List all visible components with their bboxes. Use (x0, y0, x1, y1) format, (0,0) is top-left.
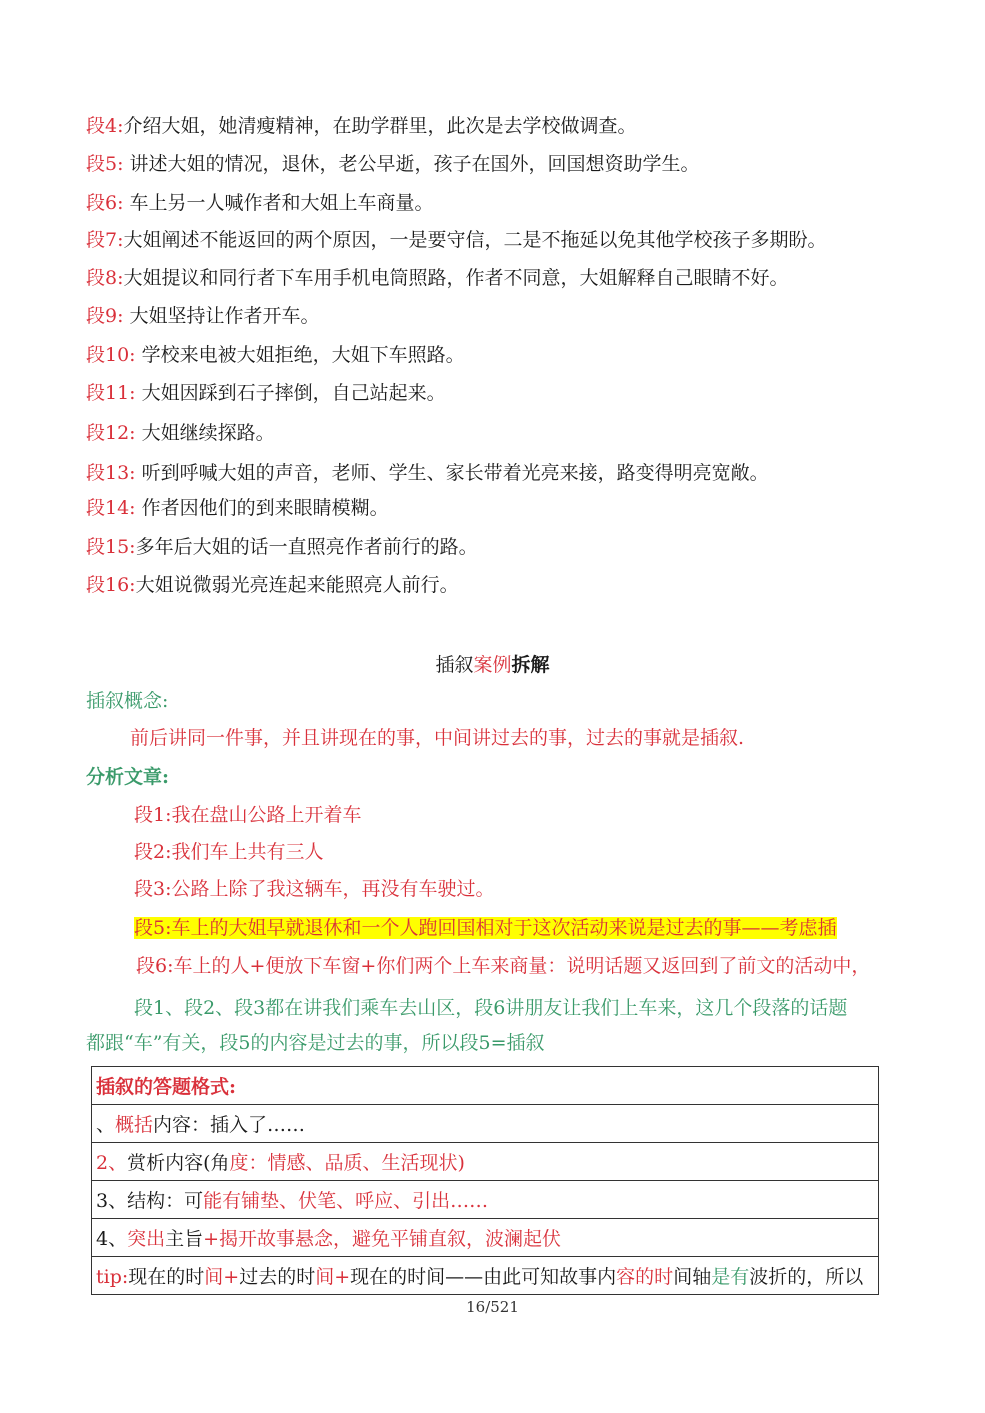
analysis-conclusion: 都跟“车”有关，段5的内容是过去的事，所以段5=插叙 (86, 1032, 545, 1054)
table-row (92, 1067, 879, 1105)
summary-item: 段7:大姐阐述不能返回的两个原因，一是要守信，二是不拖延以免其他学校孩子多期盼。 (86, 229, 827, 251)
table-row (92, 1181, 879, 1219)
table-cell: tip:现在的时间+过去的时间+现在的时间——由此可知故事内容的时间轴是有波折的，所以 (92, 1257, 879, 1295)
summary-item: 段4:介绍大姐，她清瘦精神，在助学群里，此次是去学校做调查。 (86, 115, 637, 137)
concept-heading: 插叙概念: (86, 690, 169, 712)
analysis-item: 段3:公路上除了我这辆车，再没有车驶过。 (134, 878, 495, 900)
page-number: 16/521 (466, 1298, 519, 1316)
table-cell: 4、突出主旨+揭开故事悬念，避免平铺直叙，波澜起伏 (92, 1219, 879, 1257)
table-header: 插叙的答题格式: (92, 1067, 879, 1105)
analysis-item: 段6:车上的人+便放下车窗+你们两个上车来商量：说明话题又返回到了前文的活动中， (136, 955, 871, 977)
table-row (92, 1105, 879, 1143)
analysis-conclusion: 段1、段2、段3都在讲我们乘车去山区，段6讲朋友让我们上车来，这几个段落的话题 (134, 997, 848, 1019)
summary-item: 段5: 讲述大姐的情况，退休，老公早逝，孩子在国外，回国想资助学生。 (86, 153, 700, 175)
table-cell: 2、赏析内容(角度：情感、品质、生活现状) (92, 1143, 879, 1181)
summary-item: 段15:多年后大姐的话一直照亮作者前行的路。 (86, 536, 478, 558)
summary-item: 段14: 作者因他们的到来眼睛模糊。 (86, 497, 389, 519)
concept-text: 前后讲同一件事，并且讲现在的事，中间讲过去的事，过去的事就是插叙. (130, 727, 745, 749)
table-row (92, 1143, 879, 1181)
section-title: 插叙案例拆解 (435, 654, 550, 676)
summary-item: 段16:大姐说微弱光亮连起来能照亮人前行。 (86, 574, 459, 596)
table-cell: 3、结构：可能有铺垫、伏笔、呼应、引出…… (92, 1181, 879, 1219)
analysis-item: 段1:我在盘山公路上开着车 (134, 804, 362, 826)
summary-item: 段9: 大姐坚持让作者开车。 (86, 305, 320, 327)
table-row (92, 1257, 879, 1295)
table-row (92, 1219, 879, 1257)
summary-item: 段6: 车上另一人喊作者和大姐上车商量。 (86, 192, 434, 214)
analysis-item: 段2:我们车上共有三人 (134, 841, 324, 863)
answer-format-table (91, 1066, 879, 1295)
table-cell: 、概括内容：插入了…… (92, 1105, 879, 1143)
summary-item: 段12: 大姐继续探路。 (86, 422, 275, 444)
summary-item: 段10: 学校来电被大姐拒绝，大姐下车照路。 (86, 344, 465, 366)
analysis-item-highlighted: 段5:车上的大姐早就退休和一个人跑回国相对于这次活动来说是过去的事——考虑插 (134, 917, 837, 939)
summary-item: 段8:大姐提议和同行者下车用手机电筒照路，作者不同意，大姐解释自己眼睛不好。 (86, 267, 789, 289)
summary-item: 段13: 听到呼喊大姐的声音，老师、学生、家长带着光亮来接，路变得明亮宽敞。 (86, 462, 769, 484)
analysis-heading: 分析文章: (86, 766, 170, 788)
summary-item: 段11: 大姐因踩到石子摔倒，自己站起来。 (86, 382, 446, 404)
